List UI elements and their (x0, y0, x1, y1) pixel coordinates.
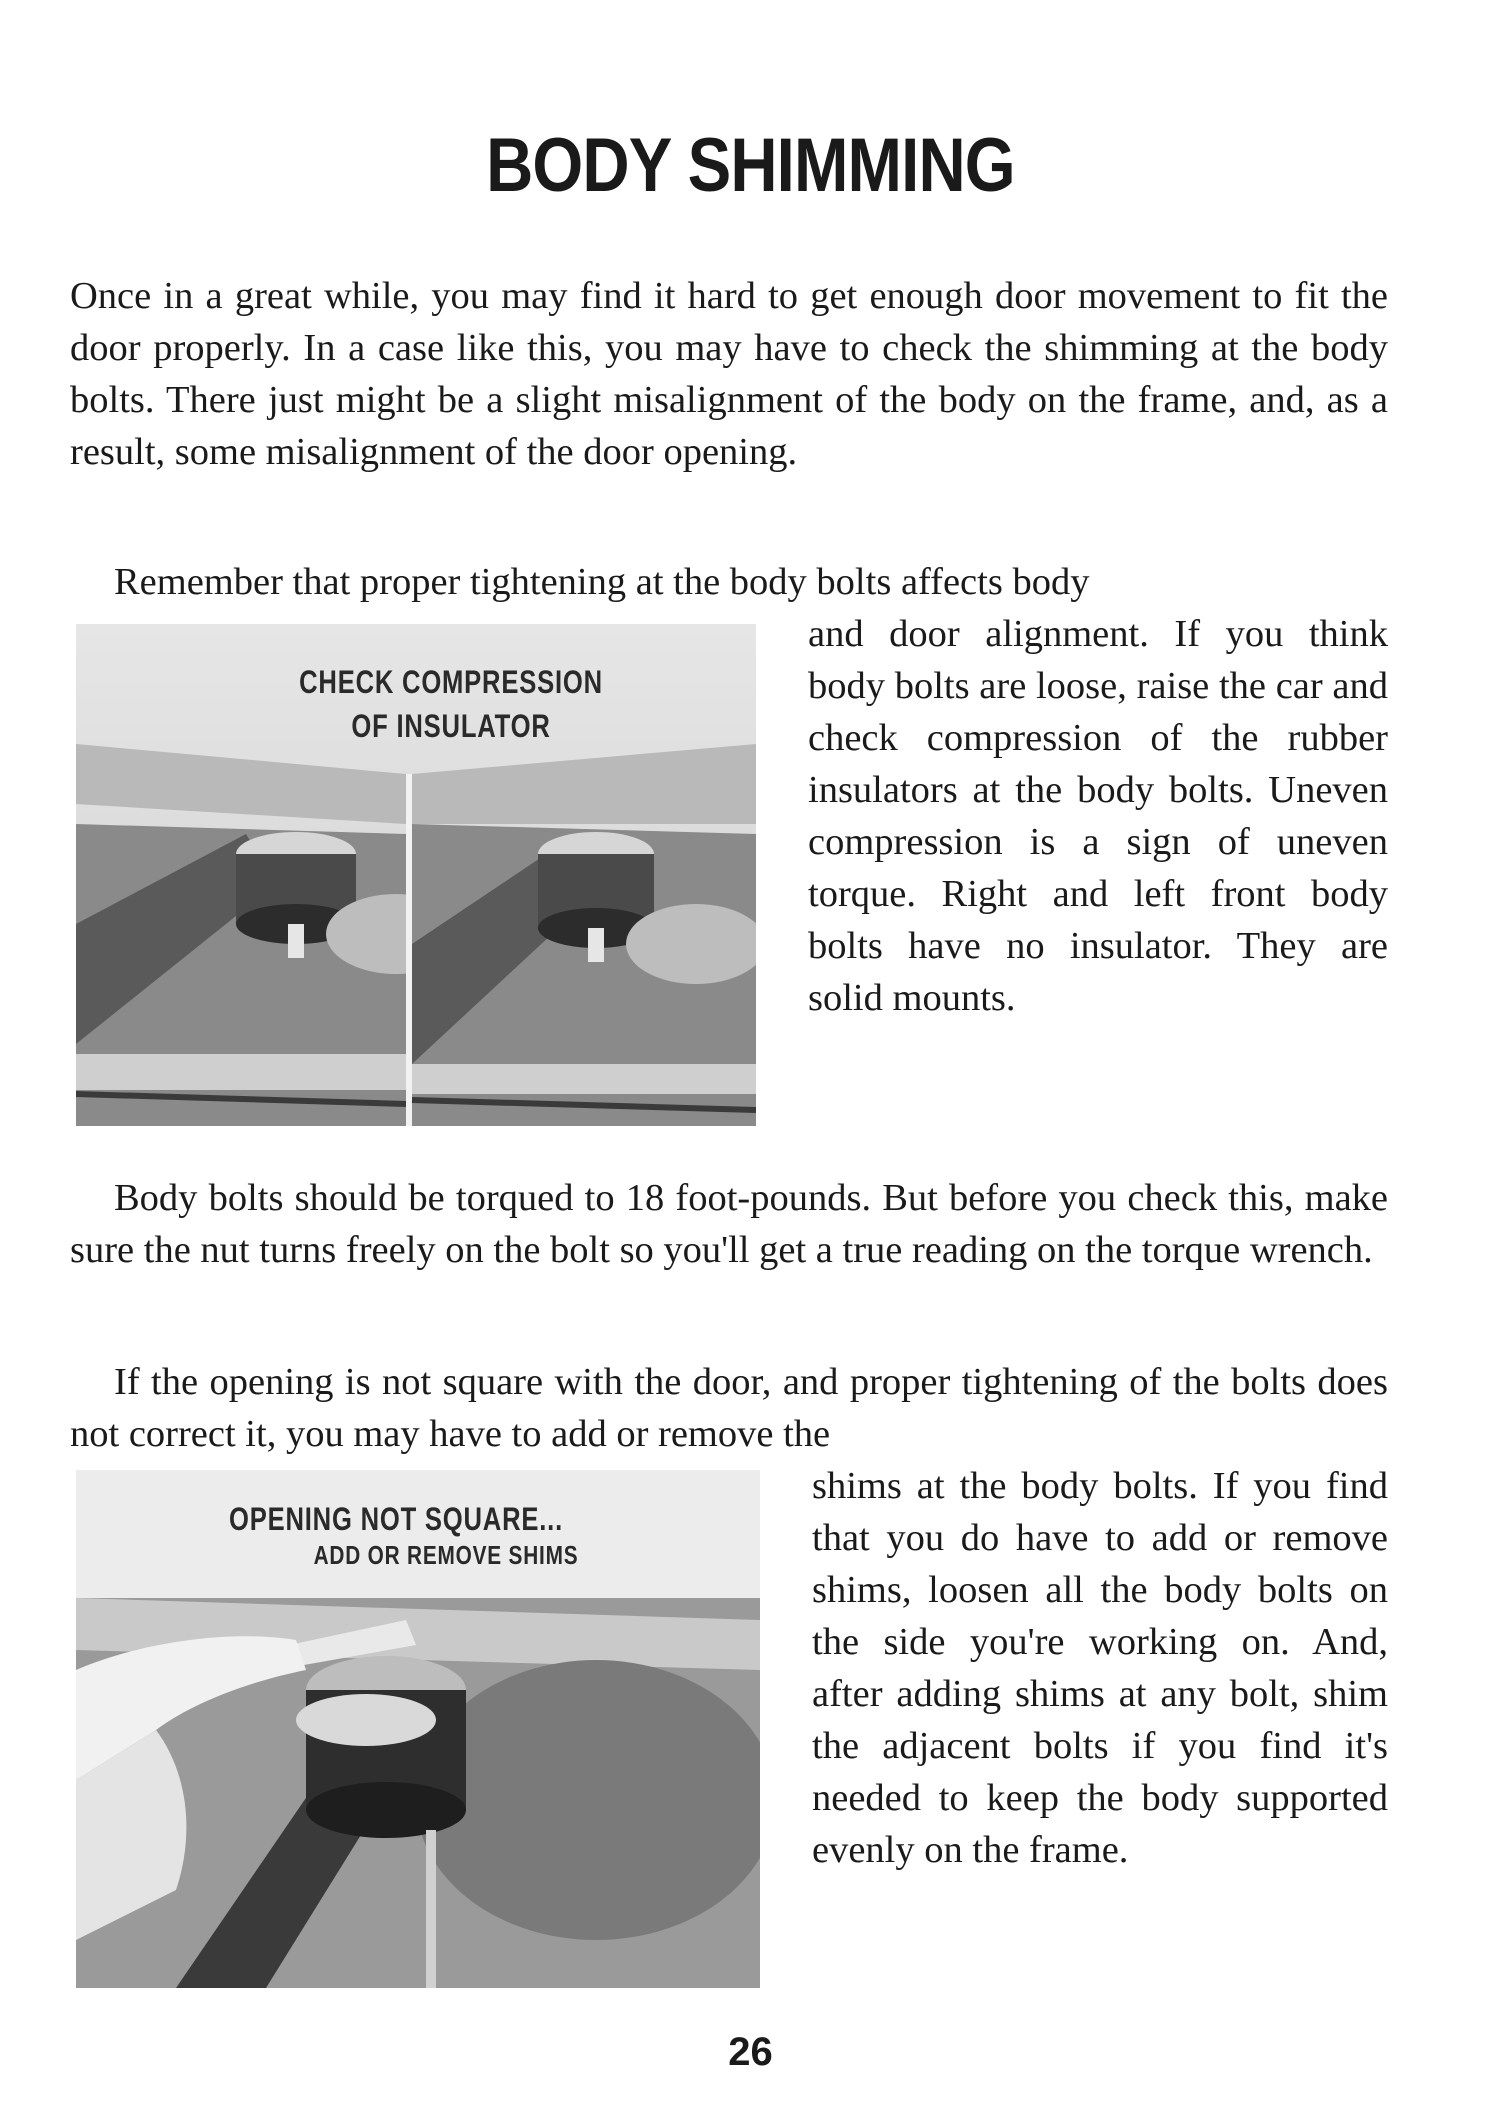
insulator-photo (76, 624, 756, 1126)
insulator-caption-line2: OF INSULATOR (351, 708, 551, 744)
shims-photo (76, 1470, 760, 1988)
page-number: 26 (728, 2030, 773, 2074)
paragraph-tightening-lead: Remember that proper tightening at the body bolts affects body (114, 561, 1090, 603)
insulator-caption (279, 660, 623, 748)
insulator-caption-line1: CHECK COMPRESSION (299, 664, 603, 700)
paragraph-shims-rest: shims at the body bolts. If you find that you do have to add or remove shims, loosen all the body bolts on the side you're working on. And, after adding shims at any bolt, shim the adjacent bolts if you find it's needed to keep the body supported evenly on the frame. (812, 1465, 1388, 1871)
page-title: BODY SHIMMING (486, 123, 1015, 208)
paragraph-shims-lead: If the opening is not square with the door, and proper tightening of the bolts does not correct it, you may have to add or remove the (70, 1361, 1388, 1455)
paragraph-tightening-rest: and door alignment. If you think body bolts are loose, raise the car and check compression of the rubber insulators at the body bolts. Uneven compression is a sign of uneven torque. Right and left front body bolts have no insulator. They are solid mounts. (808, 613, 1388, 1019)
paragraph-intro: Once in a great while, you may find it hard to get enough door movement to fit the door properly. In a case like this, you may have to check the shimming at the body bolts. There just might be a slight misalignment of the body on the frame, and, as a result, some misalignment of the door opening. (70, 275, 1388, 473)
shims-caption-line1: OPENING NOT SQUARE... (229, 1501, 563, 1537)
paragraph-torque: Body bolts should be torqued to 18 foot-pounds. But before you check this, make sure the nut turns freely on the bolt so you'll get a true reading on the torque wrench. (70, 1177, 1388, 1271)
shims-caption-line2: ADD OR REMOVE SHIMS (313, 1540, 579, 1570)
